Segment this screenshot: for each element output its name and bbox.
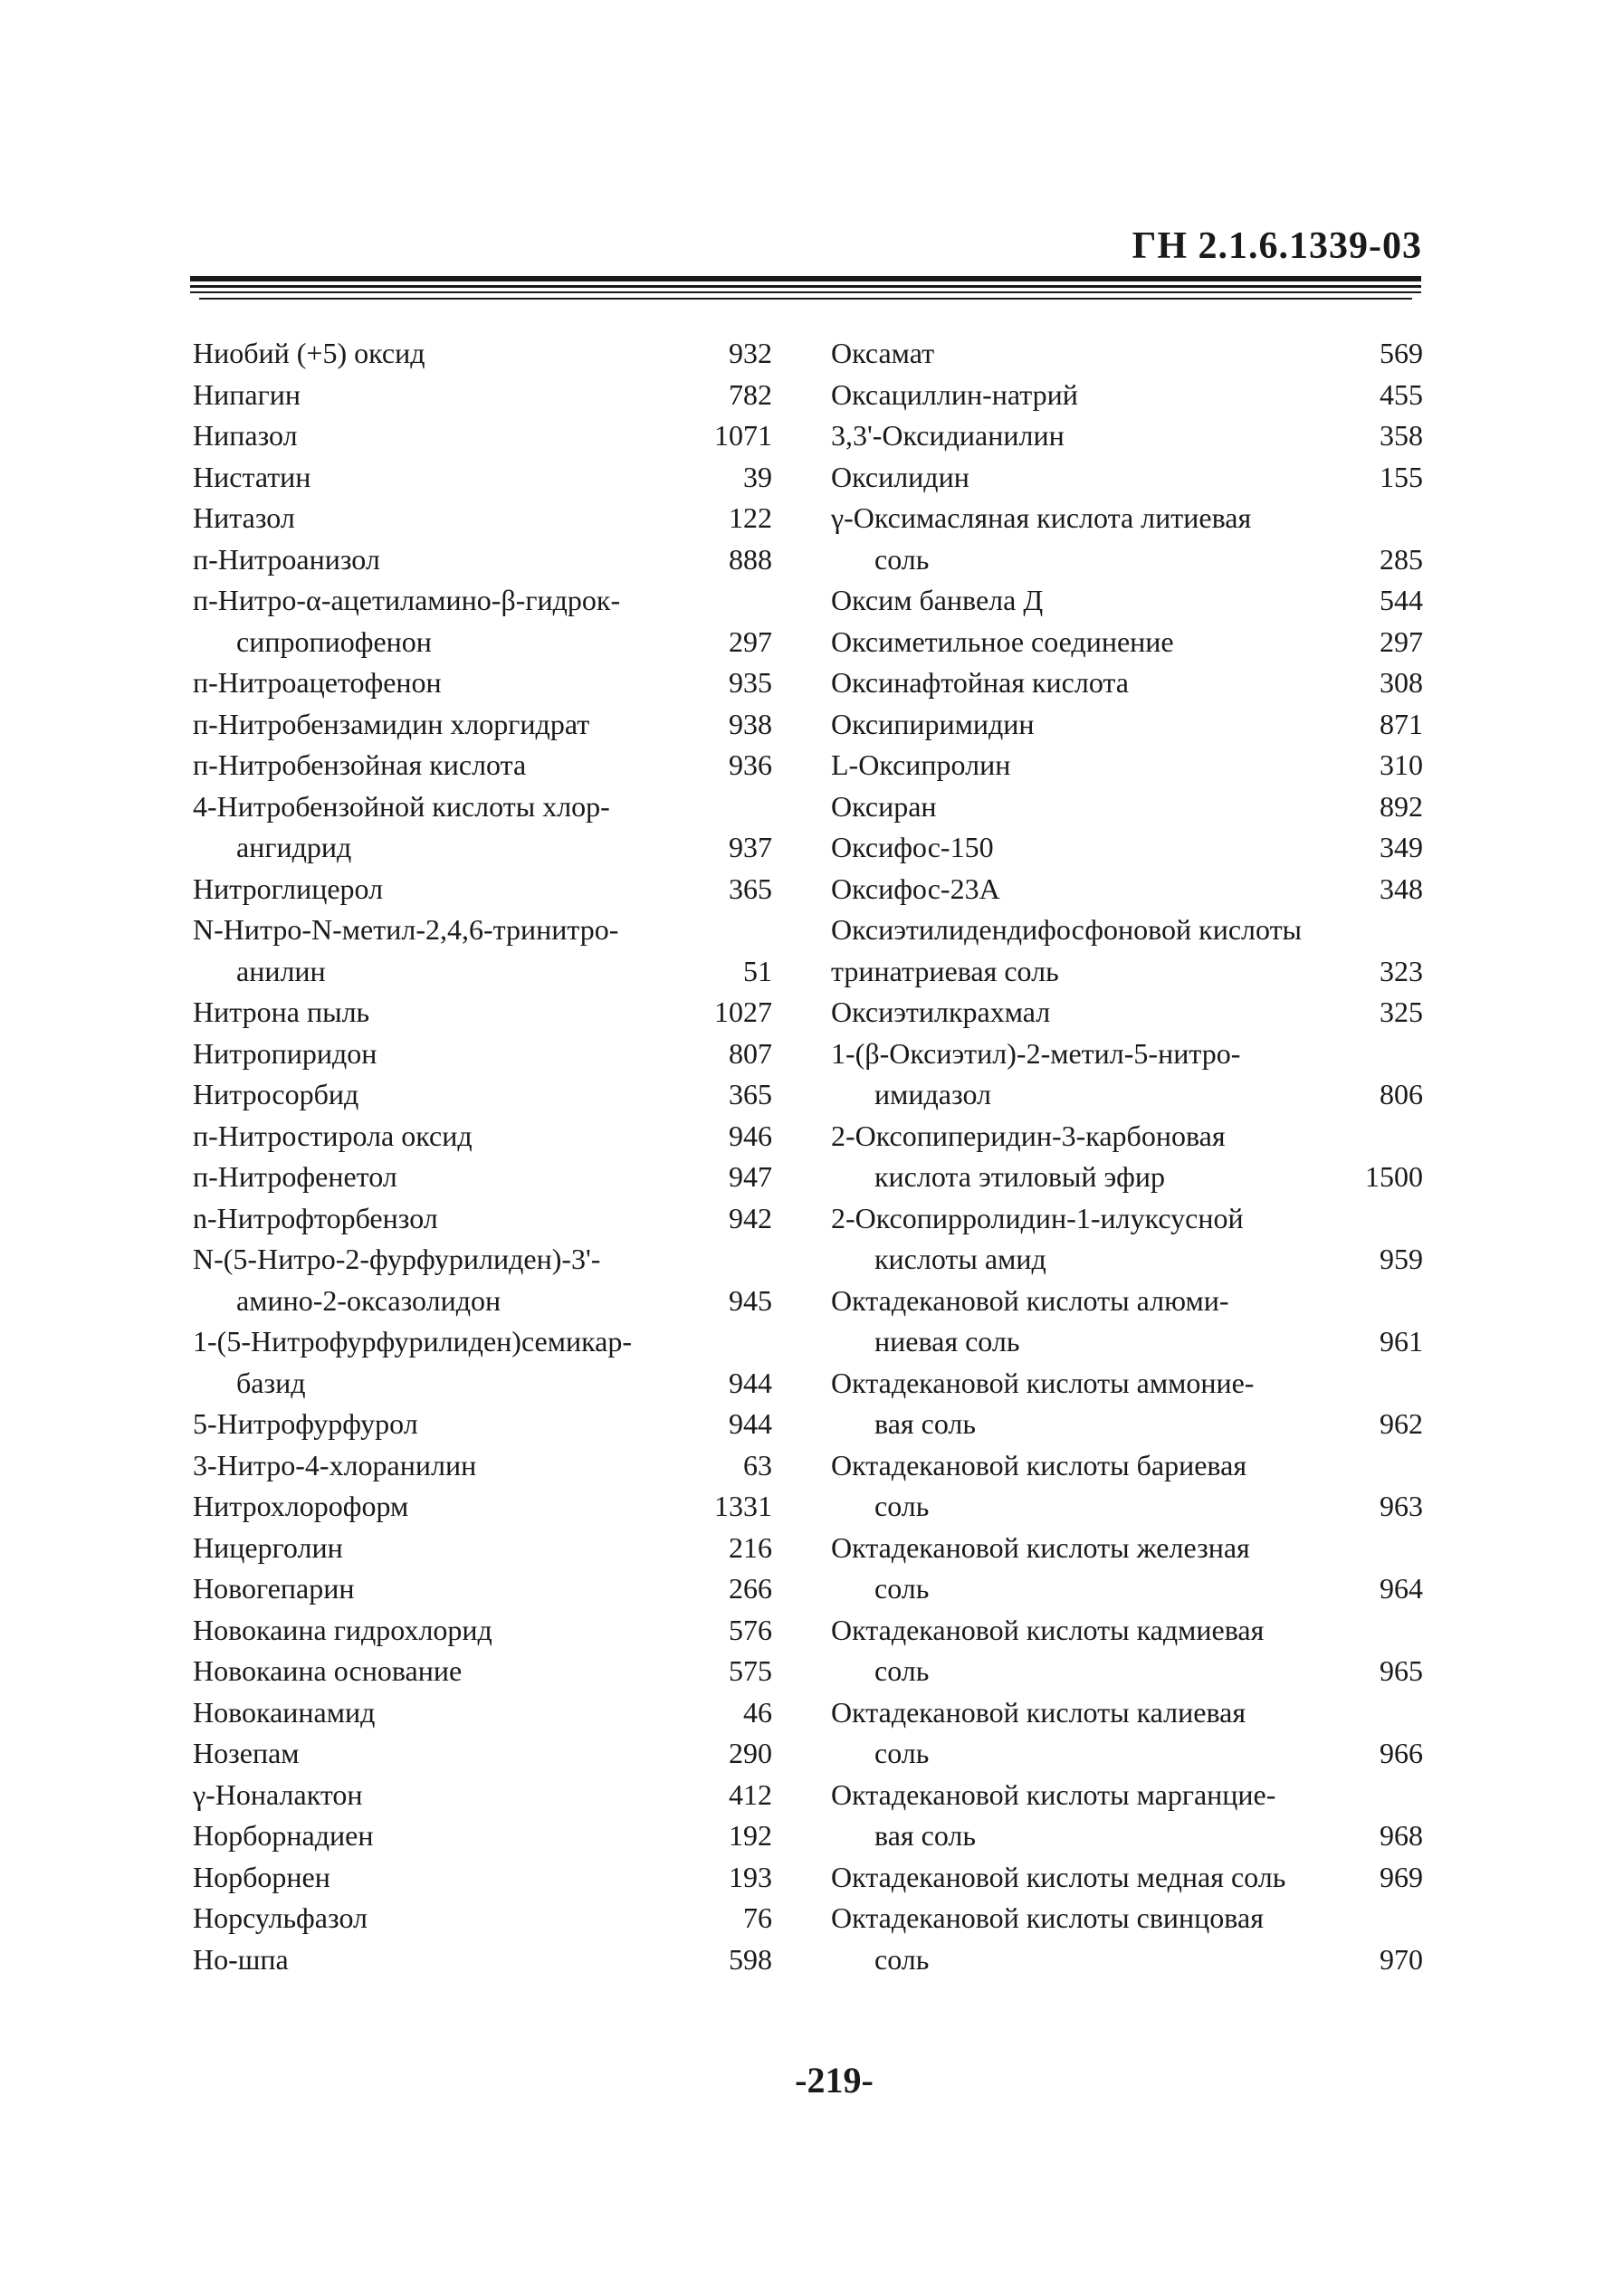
entry-page-ref: 365 [729, 1078, 772, 1110]
entry-page-ref: 969 [1380, 1860, 1423, 1893]
index-entry-line [193, 580, 772, 622]
entry-term: Оксиметильное соединение [831, 624, 1174, 658]
entry-page-ref: 944 [729, 1366, 772, 1399]
entry-term: Оксиэтилкрахмал [831, 996, 1051, 1028]
entry-term: соль [874, 1654, 930, 1687]
entry-page-ref: 932 [729, 337, 772, 369]
index-entry [831, 1610, 1423, 1692]
page-number: -219- [795, 2060, 874, 2101]
entry-page-ref: 216 [729, 1530, 772, 1564]
index-entry-line [193, 1775, 772, 1816]
index-entry-line [831, 375, 1423, 416]
header-rule [190, 285, 1421, 288]
index-entry-line [193, 992, 772, 1034]
entry-page-ref: 871 [1380, 707, 1423, 740]
index-entry-line [193, 1116, 772, 1158]
index-entry-line [831, 1239, 1423, 1281]
index-entry [193, 1528, 772, 1569]
entry-page-ref: 576 [729, 1613, 772, 1646]
entry-page-ref: 1071 [714, 419, 772, 452]
entry-page-ref: 944 [729, 1407, 772, 1440]
entry-term: Октадекановой кислоты аммоние- [831, 1366, 1255, 1399]
entry-term: Ницерголин [193, 1530, 343, 1564]
index-entry [193, 498, 772, 539]
entry-page-ref: 945 [729, 1283, 772, 1317]
document-code-header: ГН 2.1.6.1339-03 [1132, 225, 1422, 267]
entry-term: 4-Нитробензойной кислоты хлор- [193, 789, 610, 823]
entry-term: N-Нитро-N-метил-2,4,6-тринитро- [193, 913, 619, 946]
index-entry-line [831, 704, 1423, 746]
index-entry-line [193, 1445, 772, 1487]
entry-term: Новокаинамид [193, 1695, 376, 1729]
index-entry-line [831, 662, 1423, 704]
index-entry [831, 1692, 1423, 1775]
entry-page-ref: 946 [729, 1119, 772, 1152]
index-entry [831, 662, 1423, 704]
index-entry [193, 1321, 772, 1404]
index-column-right [831, 333, 1423, 1980]
index-entry [831, 827, 1423, 869]
entry-page-ref: 51 [743, 954, 772, 987]
index-entry-line [193, 745, 772, 786]
index-column-left [193, 333, 772, 1980]
entry-page-ref: 970 [1380, 1942, 1423, 1976]
entry-term: Нозепам [193, 1737, 300, 1769]
entry-page-ref: 349 [1380, 831, 1423, 863]
entry-page-ref: 297 [729, 624, 772, 658]
entry-term: n-Нитрофторбензол [193, 1201, 438, 1234]
index-entry-line [831, 1857, 1423, 1899]
index-entry-line [831, 1733, 1423, 1775]
entry-term: п-Нитробензойная кислота [193, 748, 527, 781]
index-entry [193, 580, 772, 662]
index-entry-line [831, 457, 1423, 499]
entry-page-ref: 965 [1380, 1654, 1423, 1687]
index-entry [193, 1775, 772, 1816]
index-entry-line [193, 1034, 772, 1075]
entry-term: Октадекановой кислоты бариевая [831, 1448, 1247, 1481]
entry-page-ref: 365 [729, 872, 772, 905]
entry-term: 2-Оксопиперидин-3-карбоновая [831, 1119, 1226, 1152]
index-entry-line [831, 580, 1423, 622]
entry-page-ref: 888 [729, 542, 772, 576]
index-entry [193, 375, 772, 416]
entry-page-ref: 598 [729, 1942, 772, 1976]
index-entry [193, 415, 772, 457]
index-entry [831, 1857, 1423, 1899]
entry-term: ниевая соль [874, 1325, 1020, 1358]
entry-term: 1-(5-Нитрофурфурилиден)семикар- [193, 1325, 633, 1358]
index-entry-line [831, 1898, 1423, 1939]
index-entry-line [831, 1815, 1423, 1857]
index-entry-line [193, 1281, 772, 1322]
index-entry [193, 333, 772, 375]
index-entry [831, 498, 1423, 580]
entry-term: Норборнен [193, 1860, 330, 1893]
index-entry [193, 1074, 772, 1116]
index-entry-line [831, 1651, 1423, 1692]
index-entry-line [193, 1528, 772, 1569]
entry-page-ref: 782 [729, 377, 772, 411]
index-entry-line [193, 662, 772, 704]
index-entry-line [831, 1281, 1423, 1322]
entry-page-ref: 942 [729, 1201, 772, 1234]
entry-term: Оксифос-150 [831, 831, 994, 863]
index-entry-line [193, 1321, 772, 1363]
entry-term: Норсульфазол [193, 1901, 368, 1934]
entry-term: вая соль [874, 1407, 976, 1440]
entry-page-ref: 285 [1380, 542, 1423, 576]
index-entry-line [193, 1815, 772, 1857]
entry-page-ref: 961 [1380, 1325, 1423, 1358]
entry-term: п-Нитростирола оксид [193, 1119, 473, 1152]
index-entry [831, 910, 1423, 992]
entry-term: базид [236, 1366, 306, 1399]
index-entry [193, 539, 772, 581]
index-entry [193, 662, 772, 704]
index-entry [193, 1568, 772, 1610]
index-entry-line [193, 910, 772, 951]
index-entry [831, 1116, 1423, 1198]
entry-term: сипропиофенон [236, 624, 432, 658]
entry-page-ref: 544 [1380, 584, 1423, 616]
index-entry-line [831, 1610, 1423, 1652]
entry-term: 3,3'-Оксидианилин [831, 419, 1065, 452]
index-entry [831, 745, 1423, 786]
index-entry-line [831, 333, 1423, 375]
index-entry-line [831, 745, 1423, 786]
index-entry-line [193, 1363, 772, 1405]
entry-term: Нитропиридон [193, 1036, 377, 1070]
entry-term: п-Нитроацетофенон [193, 666, 442, 699]
index-entry-line [831, 1074, 1423, 1116]
entry-term: Октадекановой кислоты алюми- [831, 1283, 1229, 1317]
entry-term: Оксим банвела Д [831, 584, 1044, 616]
index-entry-line [193, 1568, 772, 1610]
header-rule [190, 276, 1421, 281]
entry-term: Нистатин [193, 460, 311, 493]
entry-term: Октадекановой кислоты кадмиевая [831, 1613, 1265, 1646]
index-entry [831, 415, 1423, 457]
entry-term: Нитроглицерол [193, 872, 384, 905]
index-entry [193, 1239, 772, 1321]
entry-term: Оксиэтилидендифосфоновой кислоты [831, 913, 1303, 946]
index-entry [831, 1281, 1423, 1363]
index-entry-line [193, 869, 772, 910]
index-entry-line [193, 375, 772, 416]
index-entry [193, 1939, 772, 1981]
index-entry [831, 1363, 1423, 1445]
entry-term: вая соль [874, 1819, 976, 1852]
index-entry [831, 704, 1423, 746]
index-entry-line [831, 1116, 1423, 1158]
index-entry-line [831, 1321, 1423, 1363]
index-entry [193, 1404, 772, 1445]
index-entry [193, 1898, 772, 1939]
index-entry-line [831, 786, 1423, 828]
index-entry-line [193, 1610, 772, 1652]
index-entry-line [193, 622, 772, 663]
index-entry-line [193, 1857, 772, 1899]
entry-term: Октадекановой кислоты железная [831, 1530, 1250, 1564]
entry-term: ангидрид [236, 831, 352, 863]
index-entry-line [831, 1528, 1423, 1569]
entry-page-ref: 947 [729, 1160, 772, 1193]
index-entry-line [193, 1692, 772, 1734]
entry-term: п-Нитро-α-ацетиламино-β-гидрок- [193, 584, 621, 616]
index-entry [193, 1857, 772, 1899]
entry-page-ref: 964 [1380, 1572, 1423, 1605]
index-entry-line [831, 1034, 1423, 1075]
entry-page-ref: 297 [1380, 624, 1423, 658]
index-entry [831, 1445, 1423, 1528]
index-entry-line [831, 498, 1423, 539]
entry-term: анилин [236, 954, 326, 987]
index-entry-line [831, 869, 1423, 910]
entry-page-ref: 192 [729, 1819, 772, 1852]
index-entry-line [831, 539, 1423, 581]
entry-term: Октадекановой кислоты медная соль [831, 1860, 1286, 1893]
index-entry-line [831, 910, 1423, 951]
entry-term: Нитрона пыль [193, 996, 370, 1028]
entry-page-ref: 935 [729, 666, 772, 699]
entry-term: кислоты амид [874, 1243, 1046, 1275]
header-rule [190, 291, 1421, 293]
entry-term: п-Нитрофенетол [193, 1160, 397, 1193]
index-entry [831, 333, 1423, 375]
index-entry-line [831, 1157, 1423, 1198]
index-entry-line [193, 1239, 772, 1281]
entry-term: Оксилидин [831, 460, 969, 493]
index-entry-line [831, 1445, 1423, 1487]
entry-term: Новокаина основание [193, 1654, 463, 1687]
entry-page-ref: 1500 [1365, 1160, 1423, 1193]
index-entry-line [193, 415, 772, 457]
entry-term: п-Нитробензамидин хлоргидрат [193, 707, 590, 740]
entry-term: Нитрохлороформ [193, 1490, 409, 1522]
index-entry [193, 1692, 772, 1734]
entry-term: соль [874, 1737, 930, 1769]
entry-page-ref: 323 [1380, 954, 1423, 987]
index-entry [193, 1034, 772, 1075]
index-entry [193, 457, 772, 499]
index-entry [193, 869, 772, 910]
index-entry [193, 1733, 772, 1775]
entry-page-ref: 308 [1380, 666, 1423, 699]
entry-page-ref: 76 [743, 1901, 772, 1934]
index-entry [831, 1528, 1423, 1610]
index-entry-line [193, 457, 772, 499]
entry-page-ref: 122 [729, 501, 772, 534]
entry-page-ref: 959 [1380, 1243, 1423, 1275]
entry-term: Нитазол [193, 501, 295, 534]
index-entry [193, 745, 772, 786]
entry-term: соль [874, 1942, 930, 1976]
entry-term: соль [874, 1490, 930, 1522]
entry-page-ref: 937 [729, 831, 772, 863]
entry-page-ref: 325 [1380, 996, 1423, 1028]
index-entry [193, 1610, 772, 1652]
entry-term: N-(5-Нитро-2-фурфурилиден)-3'- [193, 1243, 601, 1275]
entry-page-ref: 807 [729, 1036, 772, 1070]
index-entry-line [193, 827, 772, 869]
index-entry-line [831, 1568, 1423, 1610]
index-entry [831, 580, 1423, 622]
entry-term: γ-Ноналактон [193, 1777, 363, 1811]
index-entry [193, 992, 772, 1034]
index-entry-line [193, 498, 772, 539]
entry-term: Но-шпа [193, 1942, 289, 1976]
entry-page-ref: 310 [1380, 748, 1423, 781]
index-entry [193, 1486, 772, 1528]
header-rule [199, 298, 1412, 300]
index-entry-line [831, 1775, 1423, 1816]
index-entry [831, 786, 1423, 828]
entry-term: Оксипиримидин [831, 707, 1035, 740]
index-entry-line [193, 1074, 772, 1116]
index-entry-line [193, 333, 772, 375]
entry-term: L-Оксипролин [831, 748, 1011, 781]
entry-page-ref: 569 [1380, 337, 1423, 369]
index-entry-line [193, 1651, 772, 1692]
entry-term: тринатриевая соль [831, 954, 1059, 987]
entry-term: Нипазол [193, 419, 298, 452]
entry-term: 1-(β-Оксиэтил)-2-метил-5-нитро- [831, 1036, 1241, 1070]
entry-page-ref: 575 [729, 1654, 772, 1687]
index-entry-line [193, 1404, 772, 1445]
index-entry [193, 704, 772, 746]
entry-term: Оксинафтойная кислота [831, 666, 1129, 699]
index-entry [193, 1815, 772, 1857]
entry-page-ref: 63 [743, 1448, 772, 1481]
entry-page-ref: 1027 [714, 996, 772, 1028]
entry-page-ref: 962 [1380, 1407, 1423, 1440]
entry-page-ref: 46 [743, 1695, 772, 1729]
entry-term: Новокаина гидрохлорид [193, 1613, 492, 1646]
entry-page-ref: 290 [729, 1737, 772, 1769]
entry-term: Октадекановой кислоты калиевая [831, 1695, 1246, 1729]
entry-page-ref: 455 [1380, 377, 1423, 411]
index-entry-line [831, 1198, 1423, 1240]
entry-term: Ниобий (+5) оксид [193, 337, 425, 369]
index-entry [193, 1198, 772, 1240]
entry-term: Оксациллин-натрий [831, 377, 1078, 411]
entry-term: соль [874, 1572, 930, 1605]
index-entry-line [193, 1157, 772, 1198]
index-entry [831, 457, 1423, 499]
index-entry [193, 910, 772, 992]
index-entry [193, 1651, 772, 1692]
index-entry [831, 622, 1423, 663]
index-entry [831, 869, 1423, 910]
index-entry-line [193, 1733, 772, 1775]
entry-page-ref: 938 [729, 707, 772, 740]
entry-term: кислота этиловый эфир [874, 1160, 1165, 1193]
entry-term: Оксамат [831, 337, 935, 369]
entry-page-ref: 412 [729, 1777, 772, 1811]
entry-term: амино-2-оксазолидон [236, 1283, 501, 1317]
entry-page-ref: 936 [729, 748, 772, 781]
index-entry-line [193, 1898, 772, 1939]
index-entry-line [831, 415, 1423, 457]
entry-page-ref: 963 [1380, 1490, 1423, 1522]
index-entry-line [831, 1692, 1423, 1734]
entry-term: имидазол [874, 1078, 991, 1110]
entry-term: 3-Нитро-4-хлоранилин [193, 1448, 477, 1481]
entry-term: γ-Оксимасляная кислота литиевая [831, 501, 1252, 534]
index-entry [193, 1157, 772, 1198]
entry-term: 2-Оксопирролидин-1-илуксусной [831, 1201, 1244, 1234]
entry-page-ref: 966 [1380, 1737, 1423, 1769]
entry-term: соль [874, 542, 930, 576]
entry-term: п-Нитроанизол [193, 542, 380, 576]
index-entry [831, 375, 1423, 416]
entry-page-ref: 1331 [714, 1490, 772, 1522]
index-entry-line [831, 622, 1423, 663]
entry-page-ref: 266 [729, 1572, 772, 1605]
index-entry-line [831, 827, 1423, 869]
entry-term: Октадекановой кислоты марганцие- [831, 1777, 1276, 1811]
entry-page-ref: 968 [1380, 1819, 1423, 1852]
index-entry [193, 786, 772, 869]
entry-term: Оксиран [831, 789, 937, 823]
index-entry-line [193, 1198, 772, 1240]
entry-term: 5-Нитрофурфурол [193, 1407, 418, 1440]
entry-page-ref: 39 [743, 460, 772, 493]
index-entry-line [831, 951, 1423, 993]
index-entry [831, 992, 1423, 1034]
index-entry [831, 1898, 1423, 1980]
entry-page-ref: 892 [1380, 789, 1423, 823]
entry-page-ref: 155 [1380, 460, 1423, 493]
index-entry-line [193, 786, 772, 828]
entry-term: Нипагин [193, 377, 301, 411]
index-entry-line [193, 704, 772, 746]
index-entry-line [193, 1939, 772, 1981]
index-entry [831, 1198, 1423, 1281]
entry-page-ref: 193 [729, 1860, 772, 1893]
entry-term: Норборнадиен [193, 1819, 374, 1852]
entry-term: Октадекановой кислоты свинцовая [831, 1901, 1264, 1934]
index-entry-line [831, 1363, 1423, 1405]
index-entry-line [193, 539, 772, 581]
entry-page-ref: 358 [1380, 419, 1423, 452]
index-entry-line [831, 1486, 1423, 1528]
index-entry-line [831, 1404, 1423, 1445]
index-entry [831, 1775, 1423, 1857]
entry-term: Нитросорбид [193, 1078, 359, 1110]
index-entry [831, 1034, 1423, 1116]
entry-term: Оксифос-23А [831, 872, 1000, 905]
index-entry [193, 1445, 772, 1487]
index-entry-line [193, 1486, 772, 1528]
index-entry-line [831, 992, 1423, 1034]
index-entry [193, 1116, 772, 1158]
index-entry-line [831, 1939, 1423, 1981]
index-entry-line [193, 951, 772, 993]
entry-page-ref: 806 [1380, 1078, 1423, 1110]
entry-term: Новогепарин [193, 1572, 355, 1605]
entry-page-ref: 348 [1380, 872, 1423, 905]
